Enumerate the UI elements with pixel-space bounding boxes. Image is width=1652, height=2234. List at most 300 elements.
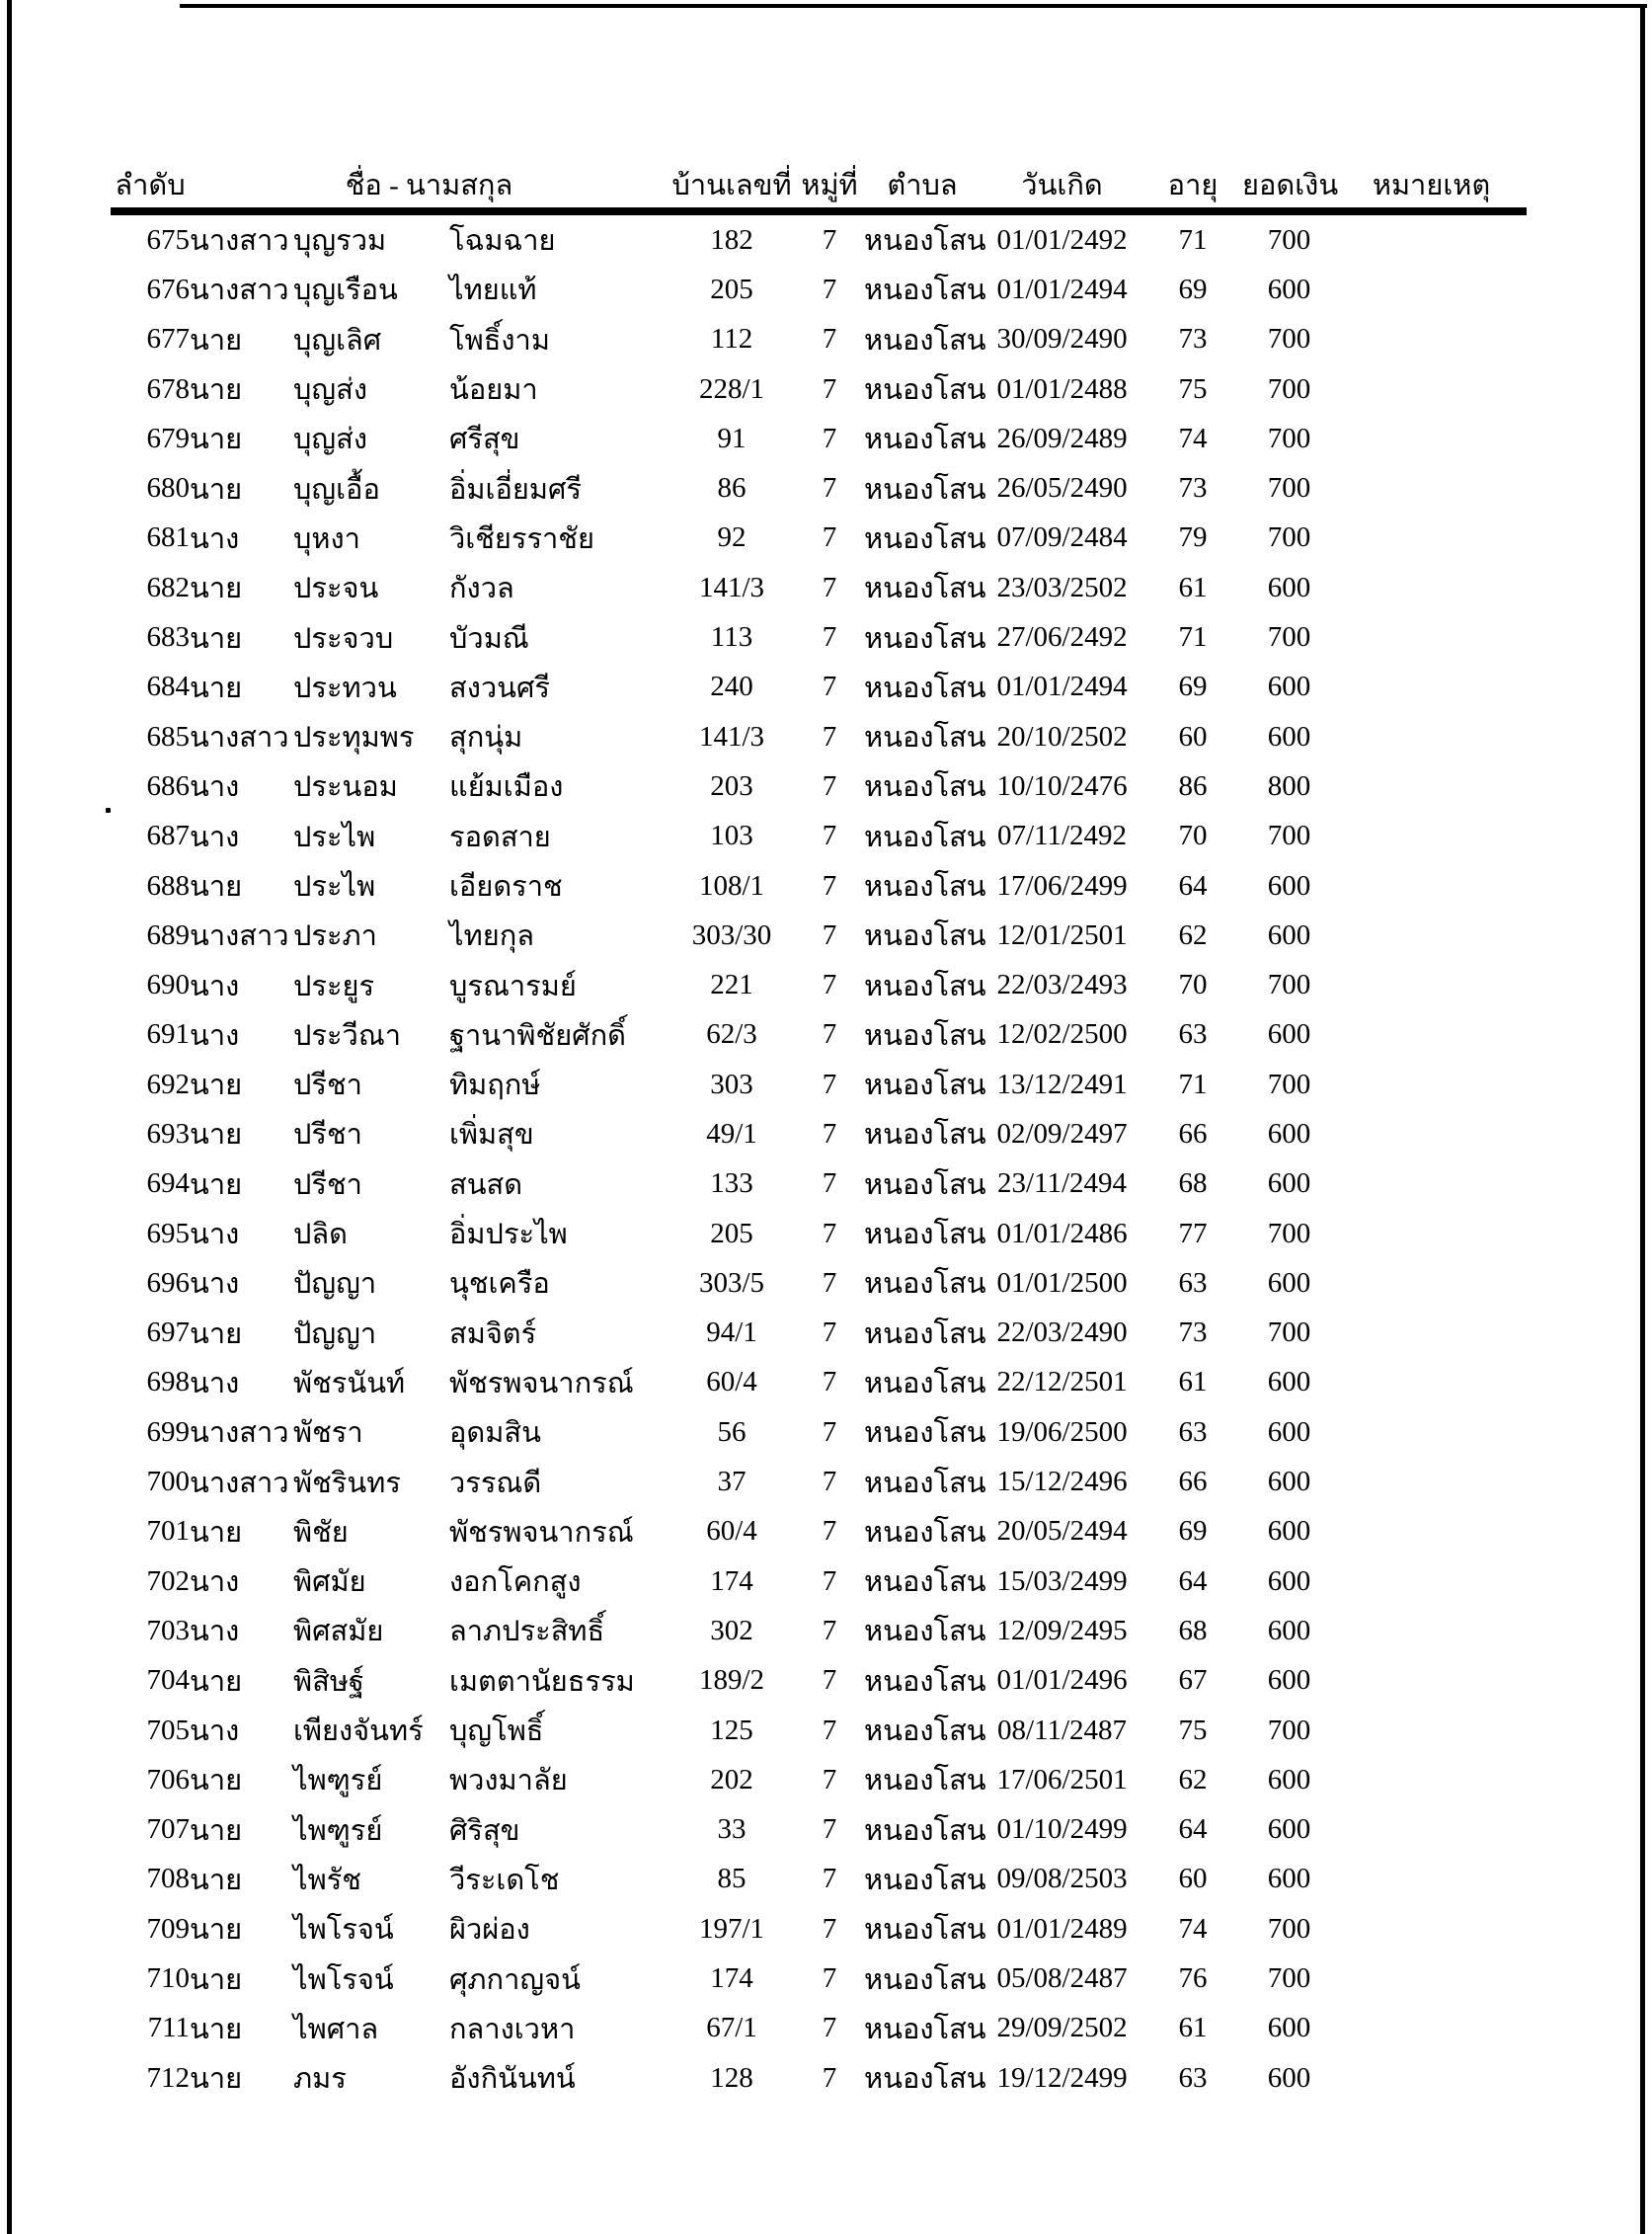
- title-cell: นาย: [190, 1963, 243, 1996]
- remark-cell: [1336, 1109, 1527, 1158]
- house-no-cell: 56: [717, 1415, 747, 1448]
- age-cell: 86: [1178, 769, 1208, 802]
- age-cell: 75: [1178, 1714, 1208, 1746]
- title-cell: นางสาว: [190, 225, 289, 258]
- house-no-cell: 33: [717, 1813, 747, 1846]
- moo-cell: 7: [822, 820, 837, 852]
- first-name-cell: เพียงจันทร์: [293, 1715, 424, 1748]
- table-row: [111, 463, 1527, 513]
- title-cell: นาย: [190, 473, 243, 506]
- moo-cell: 7: [822, 1863, 837, 1895]
- moo-cell: 7: [822, 1117, 837, 1150]
- moo-cell: 7: [822, 521, 837, 554]
- first-name-cell: ประไพ: [293, 821, 376, 853]
- birth-date-cell: 07/11/2492: [996, 820, 1128, 852]
- first-name-cell: บุหงา: [293, 522, 360, 555]
- remark-cell: [1336, 1010, 1527, 1060]
- last-name-cell: นุชเครือ: [449, 1268, 550, 1301]
- first-name-cell: พิศสมัย: [293, 1616, 384, 1648]
- resident-roster-table: [111, 150, 1527, 2103]
- first-name-cell: บุญส่ง: [293, 374, 367, 407]
- first-name-cell: ประยูร: [293, 970, 375, 1002]
- last-name-cell: อิ่มประไพ: [449, 1219, 568, 1251]
- moo-cell: 7: [822, 1515, 837, 1548]
- table-row: [111, 960, 1527, 1009]
- birth-date-cell: 05/08/2487: [996, 1962, 1128, 1995]
- tambon-cell: หนองโสน: [864, 1864, 986, 1896]
- amount-cell: 700: [1267, 422, 1311, 454]
- last-name-cell: กังวล: [449, 573, 514, 605]
- age-cell: 60: [1178, 720, 1208, 753]
- table-row: [111, 2053, 1527, 2103]
- house-no-cell: 103: [710, 820, 753, 852]
- amount-cell: 700: [1267, 372, 1311, 405]
- last-name-cell: ศรีสุข: [449, 424, 520, 456]
- tambon-cell: หนองโสน: [864, 1417, 986, 1450]
- amount-cell: 600: [1267, 1167, 1311, 1200]
- age-cell: 68: [1178, 1614, 1208, 1646]
- table-row: [111, 1755, 1527, 1804]
- birth-date-cell: 10/10/2476: [996, 769, 1128, 802]
- table-row: [111, 861, 1527, 911]
- first-name-cell: ไพฑูรย์: [293, 1765, 383, 1797]
- last-name-cell: บูรณารมย์: [449, 970, 577, 1002]
- amount-cell: 600: [1267, 1266, 1311, 1299]
- moo-cell: 7: [822, 1068, 837, 1100]
- remark-cell: [1336, 1656, 1527, 1706]
- last-name-cell: อิ่มเอี่ยมศรี: [449, 473, 582, 506]
- last-name-cell: เพิ่มสุข: [449, 1119, 534, 1152]
- last-name-cell: เอียดราช: [449, 871, 563, 903]
- table-row: [111, 514, 1527, 563]
- last-name-cell: ไทยแท้: [449, 275, 537, 307]
- moo-cell: 7: [822, 969, 837, 1001]
- first-name-cell: ประจน: [293, 573, 379, 605]
- tambon-cell: หนองโสน: [864, 424, 986, 456]
- birth-date-cell: 20/05/2494: [996, 1515, 1128, 1548]
- house-no-cell: 303: [710, 1068, 753, 1100]
- last-name-cell: บุญโพธิ์: [449, 1715, 544, 1748]
- first-name-cell: ไพรัช: [293, 1864, 361, 1896]
- tambon-cell: หนองโสน: [864, 1566, 986, 1599]
- tambon-cell: หนองโสน: [864, 1715, 986, 1748]
- birth-date-cell: 26/09/2489: [996, 422, 1128, 454]
- age-cell: 69: [1178, 671, 1208, 703]
- title-cell: นางสาว: [190, 1467, 289, 1499]
- title-cell: นาย: [190, 1814, 243, 1847]
- table-row: [111, 1010, 1527, 1060]
- moo-cell: 7: [822, 1415, 837, 1448]
- title-cell: นางสาว: [190, 275, 289, 307]
- tambon-cell: หนองโสน: [864, 722, 986, 755]
- last-name-cell: พัชรพจนากรณ์: [449, 1367, 634, 1399]
- age-cell: 61: [1178, 2012, 1208, 2044]
- first-name-cell: บุญเรือน: [293, 275, 398, 307]
- last-name-cell: วีระเดโช: [449, 1864, 560, 1896]
- table-row: [111, 1358, 1527, 1407]
- tambon-cell: หนองโสน: [864, 374, 986, 407]
- tambon-cell: หนองโสน: [864, 821, 986, 853]
- age-cell: 69: [1178, 1515, 1208, 1548]
- remark-cell: [1336, 1457, 1527, 1506]
- house-no-cell: 141/3: [698, 571, 765, 603]
- first-name-cell: ปรีชา: [293, 1168, 362, 1201]
- age-cell: 63: [1178, 1266, 1208, 1299]
- age-cell: 63: [1178, 1018, 1208, 1051]
- house-no-cell: 60/4: [706, 1515, 757, 1548]
- remark-cell: [1336, 1606, 1527, 1655]
- house-no-cell: 60/4: [706, 1366, 757, 1398]
- title-cell: นาง: [190, 1219, 240, 1251]
- table-row: [111, 761, 1527, 811]
- age-cell: 64: [1178, 869, 1208, 902]
- moo-cell: 7: [822, 1614, 837, 1646]
- title-cell: นาย: [190, 1914, 243, 1947]
- birth-date-cell: 22/03/2490: [996, 1316, 1128, 1349]
- header-amount: ยอดเงิน: [1242, 150, 1336, 211]
- birth-date-cell: 26/05/2490: [996, 472, 1128, 505]
- remark-cell: [1336, 960, 1527, 1009]
- moo-cell: 7: [822, 1564, 837, 1597]
- index-cell: 711: [147, 2012, 190, 2044]
- birth-date-cell: 01/01/2500: [996, 1266, 1128, 1299]
- tambon-cell: หนองโสน: [864, 1616, 986, 1648]
- index-cell: 682: [146, 571, 190, 603]
- age-cell: 71: [1178, 1068, 1208, 1100]
- house-no-cell: 112: [710, 323, 753, 356]
- birth-date-cell: 01/01/2492: [996, 223, 1128, 256]
- age-cell: 75: [1178, 372, 1208, 405]
- tambon-cell: หนองโสน: [864, 871, 986, 903]
- title-cell: นาย: [190, 1168, 243, 1201]
- index-cell: 705: [146, 1714, 190, 1746]
- title-cell: นาย: [190, 2013, 243, 2045]
- age-cell: 66: [1178, 1466, 1208, 1498]
- birth-date-cell: 23/11/2494: [996, 1167, 1128, 1200]
- house-no-cell: 133: [710, 1167, 753, 1200]
- index-cell: 696: [146, 1266, 190, 1299]
- header-tambon: ตำบล: [864, 150, 981, 211]
- house-no-cell: 94/1: [706, 1316, 757, 1349]
- remark-cell: [1336, 663, 1527, 712]
- first-name-cell: ประจวบ: [293, 622, 394, 655]
- header-moo: หมู่ที่: [795, 150, 864, 211]
- moo-cell: 7: [822, 422, 837, 454]
- index-cell: 691: [146, 1018, 190, 1051]
- amount-cell: 800: [1267, 769, 1311, 802]
- birth-date-cell: 13/12/2491: [996, 1068, 1128, 1100]
- table-row: [111, 1109, 1527, 1158]
- tambon-cell: หนองโสน: [864, 1516, 986, 1549]
- house-no-cell: 174: [710, 1564, 753, 1597]
- last-name-cell: กลางเวหา: [449, 2013, 576, 2045]
- index-cell: 706: [146, 1763, 190, 1795]
- first-name-cell: บุญเอื้อ: [293, 473, 380, 506]
- age-cell: 77: [1178, 1217, 1208, 1249]
- amount-cell: 700: [1267, 1068, 1311, 1100]
- index-cell: 709: [146, 1912, 190, 1945]
- last-name-cell: งอกโคกสูง: [449, 1566, 582, 1599]
- house-no-cell: 67/1: [706, 2012, 757, 2044]
- amount-cell: 600: [1267, 1515, 1311, 1548]
- age-cell: 62: [1178, 1763, 1208, 1795]
- amount-cell: 600: [1267, 1415, 1311, 1448]
- first-name-cell: ไพโรจน์: [293, 1914, 394, 1947]
- last-name-cell: โพธิ์งาม: [449, 324, 550, 357]
- house-no-cell: 197/1: [698, 1912, 765, 1945]
- title-cell: นางสาว: [190, 1417, 289, 1450]
- first-name-cell: ไพโรจน์: [293, 1963, 394, 1996]
- amount-cell: 700: [1267, 223, 1311, 256]
- amount-cell: 600: [1267, 1614, 1311, 1646]
- first-name-cell: ปัญญา: [293, 1268, 377, 1301]
- first-name-cell: พัชรินทร: [293, 1467, 401, 1499]
- first-name-cell: ภมร: [293, 2063, 347, 2096]
- amount-cell: 600: [1267, 2061, 1311, 2094]
- birth-date-cell: 01/01/2488: [996, 372, 1128, 405]
- index-cell: 704: [146, 1664, 190, 1697]
- table-row: [111, 911, 1527, 960]
- title-cell: นาย: [190, 1864, 243, 1896]
- birth-date-cell: 12/01/2501: [996, 918, 1128, 951]
- remark-cell: [1336, 1507, 1527, 1556]
- house-no-cell: 128: [710, 2061, 753, 2094]
- amount-cell: 600: [1267, 1466, 1311, 1498]
- index-cell: 701: [146, 1515, 190, 1548]
- index-cell: 697: [146, 1316, 190, 1349]
- amount-cell: 700: [1267, 621, 1311, 654]
- remark-cell: [1336, 563, 1527, 612]
- table-row: [111, 265, 1527, 314]
- first-name-cell: พิสิษฐ์: [293, 1665, 364, 1698]
- birth-date-cell: 01/01/2489: [996, 1912, 1128, 1945]
- table-row: [111, 1706, 1527, 1755]
- last-name-cell: อุดมสิน: [449, 1417, 541, 1450]
- tambon-cell: หนองโสน: [864, 2063, 986, 2096]
- title-cell: นาง: [190, 1566, 240, 1599]
- remark-cell: [1336, 1556, 1527, 1606]
- birth-date-cell: 22/03/2493: [996, 969, 1128, 1001]
- age-cell: 68: [1178, 1167, 1208, 1200]
- title-cell: นาย: [190, 374, 243, 407]
- remark-cell: [1336, 514, 1527, 563]
- house-no-cell: 303/5: [698, 1266, 765, 1299]
- first-name-cell: พิชัย: [293, 1516, 349, 1549]
- table-row: [111, 712, 1527, 761]
- index-cell: 708: [146, 1863, 190, 1895]
- title-cell: นาย: [190, 2063, 243, 2096]
- first-name-cell: พัชรา: [293, 1417, 363, 1450]
- amount-cell: 600: [1267, 571, 1311, 603]
- index-cell: 700: [146, 1466, 190, 1498]
- remark-cell: [1336, 414, 1527, 463]
- table-row: [111, 612, 1527, 662]
- house-no-cell: 189/2: [698, 1664, 765, 1697]
- first-name-cell: บุญส่ง: [293, 424, 367, 456]
- table-row: [111, 1954, 1527, 2003]
- title-cell: นาง: [190, 1715, 240, 1748]
- remark-cell: [1336, 1954, 1527, 2003]
- tambon-cell: หนองโสน: [864, 1665, 986, 1698]
- title-cell: นาย: [190, 424, 243, 456]
- first-name-cell: ปัญญา: [293, 1317, 377, 1350]
- tambon-cell: หนองโสน: [864, 2013, 986, 2045]
- tambon-cell: หนองโสน: [864, 1119, 986, 1152]
- house-no-cell: 125: [710, 1714, 753, 1746]
- index-cell: 681: [146, 521, 190, 554]
- birth-date-cell: 27/06/2492: [996, 621, 1128, 654]
- house-no-cell: 86: [717, 472, 747, 505]
- header-age: อายุ: [1143, 150, 1242, 211]
- title-cell: นาง: [190, 1019, 240, 1052]
- house-no-cell: 113: [710, 621, 753, 654]
- moo-cell: 7: [822, 2012, 837, 2044]
- amount-cell: 600: [1267, 1863, 1311, 1895]
- table-row: [111, 1805, 1527, 1855]
- title-cell: นาย: [190, 672, 243, 704]
- table-row: [111, 364, 1527, 414]
- index-cell: 699: [146, 1415, 190, 1448]
- amount-cell: 700: [1267, 1714, 1311, 1746]
- last-name-cell: อังกินันทน์: [449, 2063, 576, 2096]
- moo-cell: 7: [822, 1316, 837, 1349]
- title-cell: นาย: [190, 871, 243, 903]
- amount-cell: 600: [1267, 1813, 1311, 1846]
- house-no-cell: 37: [717, 1466, 747, 1498]
- tambon-cell: หนองโสน: [864, 1467, 986, 1499]
- moo-cell: 7: [822, 273, 837, 305]
- first-name-cell: ไพฑูรย์: [293, 1814, 383, 1847]
- first-name-cell: ปรีชา: [293, 1070, 362, 1102]
- tambon-cell: หนองโสน: [864, 1367, 986, 1399]
- first-name-cell: ประนอม: [293, 771, 398, 804]
- table-row: [111, 1556, 1527, 1606]
- index-cell: 688: [146, 869, 190, 902]
- table-body: [111, 211, 1527, 2103]
- age-cell: 67: [1178, 1664, 1208, 1697]
- birth-date-cell: 02/09/2497: [996, 1117, 1128, 1150]
- moo-cell: 7: [822, 1714, 837, 1746]
- title-cell: นาง: [190, 821, 240, 853]
- birth-date-cell: 08/11/2487: [996, 1714, 1128, 1746]
- index-cell: 684: [146, 671, 190, 703]
- amount-cell: 600: [1267, 273, 1311, 305]
- amount-cell: 600: [1267, 671, 1311, 703]
- table-row: [111, 1309, 1527, 1358]
- birth-date-cell: 29/09/2502: [996, 2012, 1128, 2044]
- title-cell: นางสาว: [190, 722, 289, 755]
- age-cell: 63: [1178, 1415, 1208, 1448]
- birth-date-cell: 19/12/2499: [996, 2061, 1128, 2094]
- table-row: [111, 563, 1527, 612]
- house-no-cell: 205: [710, 1217, 753, 1249]
- last-name-cell: แย้มเมือง: [449, 771, 564, 804]
- remark-cell: [1336, 2053, 1527, 2103]
- remark-cell: [1336, 1904, 1527, 1954]
- moo-cell: 7: [822, 1912, 837, 1945]
- moo-cell: 7: [822, 1763, 837, 1795]
- amount-cell: 600: [1267, 2012, 1311, 2044]
- last-name-cell: วิเชียรราชัย: [449, 522, 594, 555]
- birth-date-cell: 01/01/2494: [996, 671, 1128, 703]
- last-name-cell: ลาภประสิทธิ์: [449, 1616, 605, 1648]
- moo-cell: 7: [822, 1664, 837, 1697]
- amount-cell: 700: [1267, 1962, 1311, 1995]
- title-cell: นางสาว: [190, 920, 289, 953]
- house-no-cell: 302: [710, 1614, 753, 1646]
- index-cell: 703: [146, 1614, 190, 1646]
- moo-cell: 7: [822, 621, 837, 654]
- tambon-cell: หนองโสน: [864, 672, 986, 704]
- last-name-cell: ศุภกาญจน์: [449, 1963, 581, 1996]
- last-name-cell: เมตตานัยธรรม: [449, 1665, 635, 1698]
- remark-cell: [1336, 1258, 1527, 1308]
- birth-date-cell: 15/03/2499: [996, 1564, 1128, 1597]
- first-name-cell: ประภา: [293, 920, 377, 953]
- table-row: [111, 1407, 1527, 1457]
- header-birth-date: วันเกิด: [981, 150, 1143, 211]
- remark-cell: [1336, 911, 1527, 960]
- amount-cell: 600: [1267, 1564, 1311, 1597]
- moo-cell: 7: [822, 769, 837, 802]
- remark-cell: [1336, 315, 1527, 364]
- remark-cell: [1336, 265, 1527, 314]
- title-cell: นาย: [190, 1317, 243, 1350]
- birth-date-cell: 17/06/2499: [996, 869, 1128, 902]
- amount-cell: 600: [1267, 1763, 1311, 1795]
- table-header: [111, 150, 1527, 211]
- birth-date-cell: 15/12/2496: [996, 1466, 1128, 1498]
- tambon-cell: หนองโสน: [864, 1814, 986, 1847]
- header-index: ลำดับ: [111, 150, 190, 211]
- birth-date-cell: 01/01/2496: [996, 1664, 1128, 1697]
- table-row: [111, 1507, 1527, 1556]
- moo-cell: 7: [822, 1266, 837, 1299]
- first-name-cell: ประทวน: [293, 672, 397, 704]
- tambon-cell: หนองโสน: [864, 1765, 986, 1797]
- remark-cell: [1336, 2004, 1527, 2053]
- title-cell: นาง: [190, 771, 240, 804]
- birth-date-cell: 12/09/2495: [996, 1614, 1128, 1646]
- moo-cell: 7: [822, 571, 837, 603]
- first-name-cell: ประทุมพร: [293, 722, 415, 755]
- tambon-cell: หนองโสน: [864, 225, 986, 258]
- house-no-cell: 174: [710, 1962, 753, 1995]
- remark-cell: [1336, 761, 1527, 811]
- age-cell: 71: [1178, 621, 1208, 654]
- birth-date-cell: 30/09/2490: [996, 323, 1128, 356]
- age-cell: 64: [1178, 1813, 1208, 1846]
- age-cell: 62: [1178, 918, 1208, 951]
- moo-cell: 7: [822, 223, 837, 256]
- age-cell: 73: [1178, 472, 1208, 505]
- tambon-cell: หนองโสน: [864, 1914, 986, 1947]
- remark-cell: [1336, 1309, 1527, 1358]
- last-name-cell: ศิริสุข: [449, 1814, 520, 1847]
- age-cell: 73: [1178, 1316, 1208, 1349]
- amount-cell: 600: [1267, 1664, 1311, 1697]
- title-cell: นาย: [190, 622, 243, 655]
- remark-cell: [1336, 1805, 1527, 1855]
- remark-cell: [1336, 463, 1527, 513]
- remark-cell: [1336, 1407, 1527, 1457]
- last-name-cell: วรรณดี: [449, 1467, 542, 1499]
- moo-cell: 7: [822, 1962, 837, 1995]
- moo-cell: 7: [822, 671, 837, 703]
- birth-date-cell: 01/10/2499: [996, 1813, 1128, 1846]
- index-cell: 694: [146, 1167, 190, 1200]
- house-no-cell: 202: [710, 1763, 753, 1795]
